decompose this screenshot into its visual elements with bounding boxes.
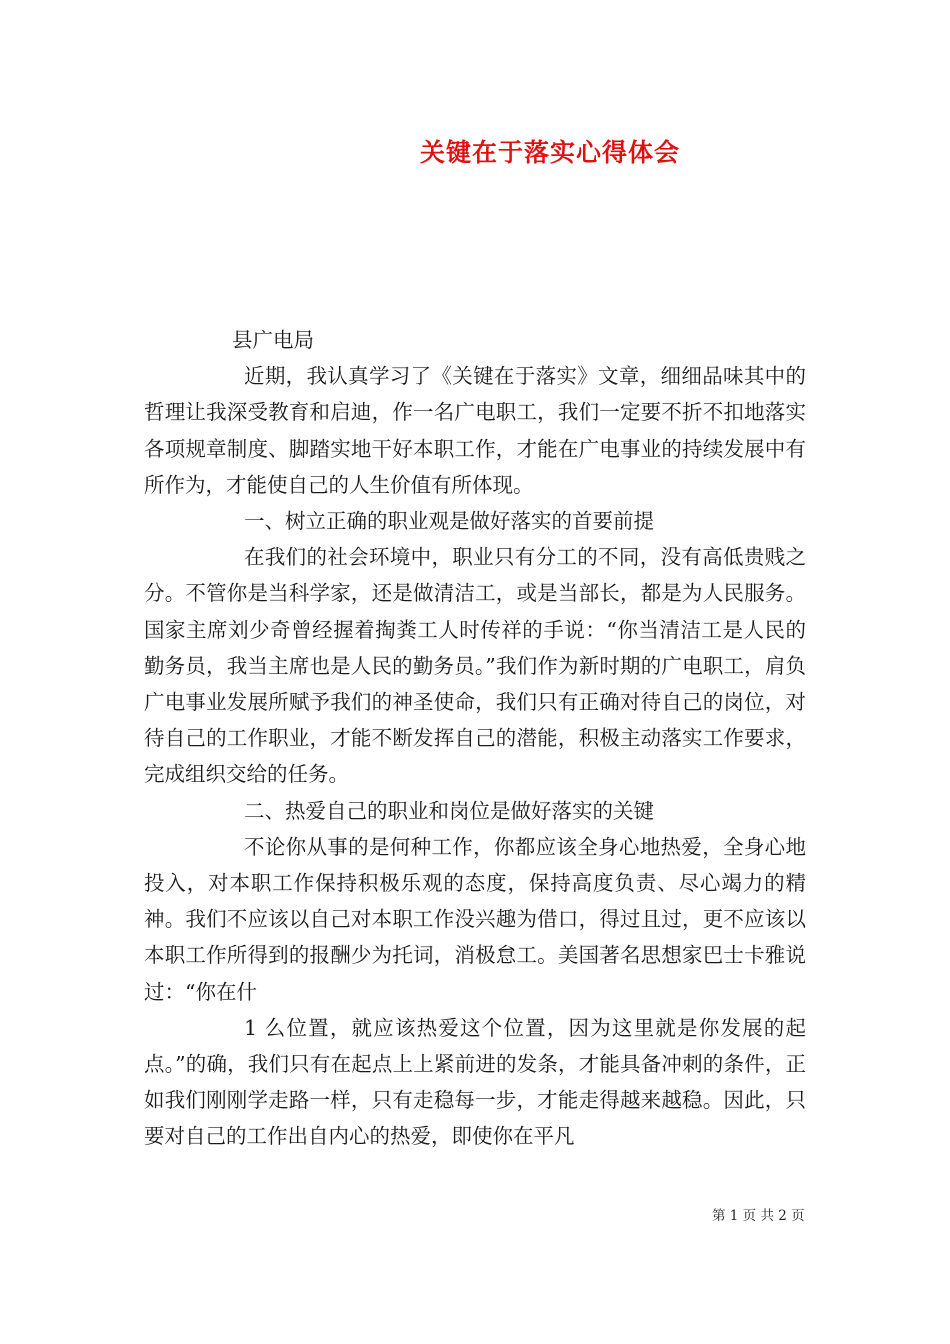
paragraph: 近期，我认真学习了《关键在于落实》文章，细细品味其中的哲理让我深受教育和启迪，作一名广电职工，我们一定要不折不扣地落实各项规章制度、脚踏实地干好本职工作，才能在广电事业的持续发展中有所作为，才能使自己的人生价值有所体现。	[144, 364, 806, 497]
paragraph: 在我们的社会环境中，职业只有分工的不同，没有高低贵贱之分。不管你是当科学家，还是做清洁工，或是当部长，都是为人民服务。国家主席刘少奇曾经握着掏粪工人时传祥的手说：“你当清洁工是人民的勤务员，我当主席也是人民的勤务员。”我们作为新时期的广电职工，肩负广电事业发展所赋予我们的神圣使命，我们只有正确对待自己的岗位，对待自己的工作职业，才能不断发挥自己的潜能，积极主动落实工作要求，完成组织交给的任务。	[144, 545, 806, 787]
author-unit: 县广电局	[232, 328, 314, 352]
page-number: 第 1 页 共 2 页	[712, 1208, 805, 1224]
paragraph: 不论你从事的是何种工作，你都应该全身心地热爱，全身心地投入，对本职工作保持积极乐观的态度，保持高度负责、尽心竭力的精神。我们不应该以自己对本职工作没兴趣为借口，得过且过，更不应该以本职工作所得到的报酬少为托词，消极怠工。美国著名思想家巴士卡雅说过：“你在什	[144, 834, 806, 1004]
section-heading: 二、热爱自己的职业和岗位是做好落实的关键	[244, 798, 654, 823]
paragraph: 1 么位置，就应该热爱这个位置，因为这里就是你发展的起点。”的确，我们只有在起点上上紧前进的发条，才能具备冲刺的条件，正如我们刚刚学走路一样，只有走稳每一步，才能走得越来越稳。因此，只要对自己的工作出自内心的热爱，即使你在平凡	[144, 1015, 806, 1149]
document-title: 关键在于落实心得体会	[419, 138, 680, 167]
document-body	[144, 322, 806, 1155]
section-heading: 一、树立正确的职业观是做好落实的首要前提	[244, 509, 654, 534]
